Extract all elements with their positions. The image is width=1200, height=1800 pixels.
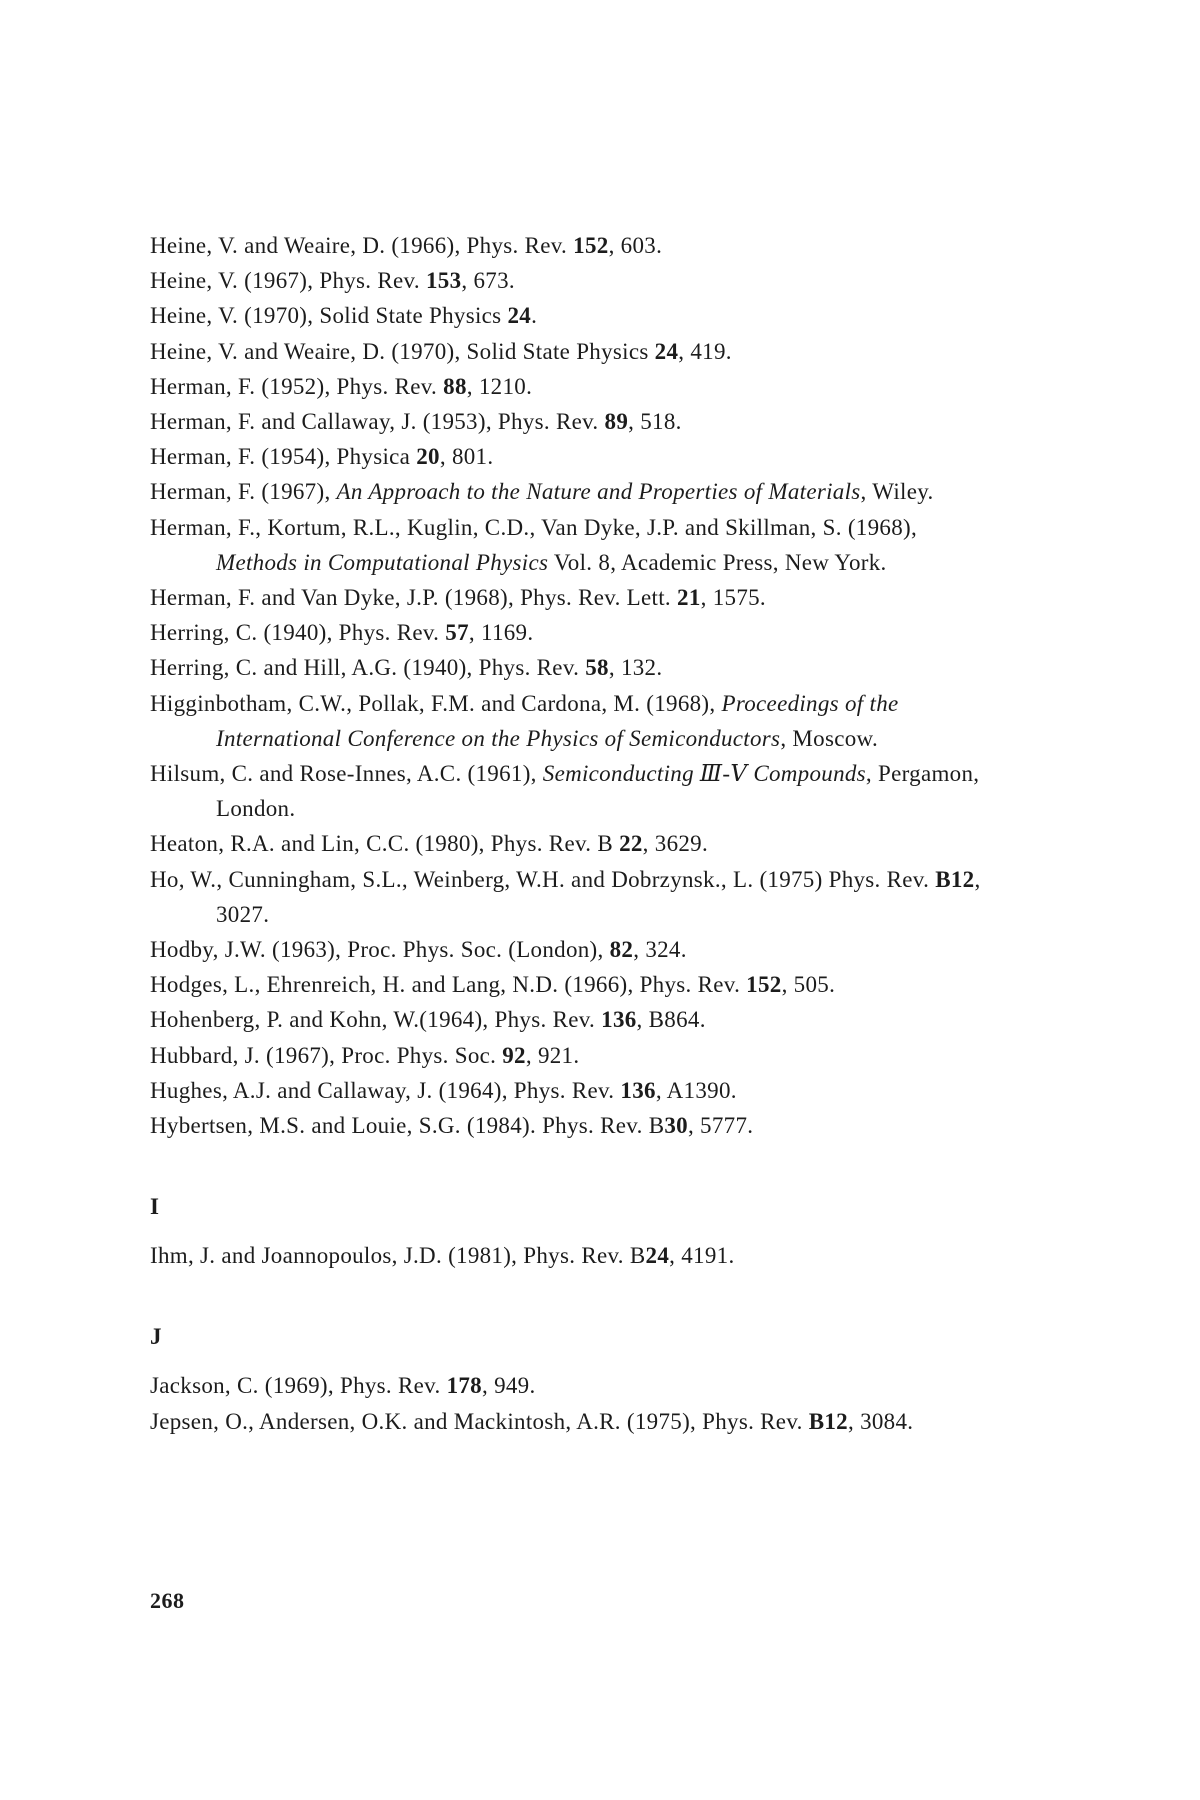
reference-text: , Wiley. <box>860 479 934 505</box>
reference-text: Hohenberg, P. and Kohn, W.(1964), Phys. Rev. <box>150 1007 602 1033</box>
volume-number: 136 <box>601 1007 637 1033</box>
reference-text: Herman, F. and Callaway, J. (1953), Phys. Rev. <box>150 409 605 435</box>
reference-entry <box>150 756 1000 826</box>
reference-text: , 673. <box>461 268 515 294</box>
reference-text: Hodby, J.W. (1963), Proc. Phys. Soc. (London), <box>150 937 610 963</box>
volume-number: 153 <box>425 268 462 294</box>
reference-text: . <box>531 303 538 329</box>
reference-text: Ho, W., Cunningham, S.L., Weinberg, W.H. and Dobrzynsk., L. (1975) Phys. Rev. <box>150 866 936 892</box>
reference-text: , 801. <box>439 444 494 470</box>
reference-entry <box>150 862 1000 932</box>
reference-entry <box>150 967 1000 1002</box>
volume-number: 22 <box>619 831 643 857</box>
reference-text: Hodges, L., Ehrenreich, H. and Lang, N.D. (1966), Phys. Rev. <box>150 972 747 998</box>
volume-number: 20 <box>416 444 440 470</box>
reference-group-j <box>150 1368 1000 1438</box>
reference-text: , 603. <box>608 233 663 258</box>
reference-text: Hybertsen, M.S. and Louie, S.G. (1984). Phys. Rev. B <box>150 1113 665 1139</box>
reference-entry <box>150 1073 1000 1108</box>
book-title: An Approach to the Nature and Properties of Materials <box>336 479 861 505</box>
reference-entry <box>150 510 1000 580</box>
reference-list <box>150 228 1000 1439</box>
book-title: Semiconducting Ⅲ-Ⅴ Compounds <box>542 761 866 787</box>
volume-number: 58 <box>585 655 609 681</box>
reference-text: , 5777. <box>687 1113 754 1139</box>
section-letter-j: J <box>150 1324 162 1350</box>
reference-entry <box>150 826 1000 861</box>
reference-entry <box>150 298 1000 333</box>
reference-text: Heine, V. and Weaire, D. (1970), Solid State Physics <box>150 338 655 364</box>
reference-text: , 518. <box>628 409 682 435</box>
reference-entry <box>150 1038 1000 1073</box>
reference-entry <box>150 439 1000 474</box>
volume-number: 89 <box>604 409 629 435</box>
reference-entry <box>150 404 1000 439</box>
book-title: Proceedings of the International Conference on the Physics of Semiconductors <box>216 690 899 751</box>
volume-number: 30 <box>664 1113 688 1139</box>
reference-entry <box>150 228 1000 263</box>
reference-entry <box>150 650 1000 685</box>
section-letter-i: I <box>150 1194 159 1220</box>
reference-text: , 419. <box>678 338 732 364</box>
reference-entry <box>150 334 1000 369</box>
reference-text: , 324. <box>633 937 687 963</box>
reference-text: , 3084. <box>847 1408 914 1434</box>
reference-text: Herman, F. (1967), <box>150 479 337 505</box>
reference-text: , 1575. <box>700 585 766 611</box>
reference-text: , B864. <box>636 1007 706 1033</box>
reference-text: Heine, V. (1970), Solid State Physics <box>150 303 508 329</box>
section-spacer <box>150 1224 1000 1238</box>
reference-text: , 505. <box>781 972 836 998</box>
reference-text: Vol. 8, Academic Press, New York. <box>548 549 887 575</box>
page-number: 268 <box>150 1588 185 1613</box>
reference-entry <box>150 1404 1000 1439</box>
reference-text: , 132. <box>608 655 663 681</box>
reference-group-h <box>150 228 1000 1143</box>
volume-number: 24 <box>645 1243 670 1269</box>
reference-text: , 1169. <box>468 620 534 646</box>
reference-entry <box>150 369 1000 404</box>
reference-entry <box>150 1002 1000 1037</box>
reference-text: Herring, C. and Hill, A.G. (1940), Phys. Rev. <box>150 655 586 681</box>
reference-entry <box>150 1108 1000 1143</box>
reference-group-i <box>150 1238 1000 1273</box>
volume-number: 152 <box>573 233 609 258</box>
reference-text: Higginbotham, C.W., Pollak, F.M. and Cardona, M. (1968), <box>150 690 722 716</box>
reference-text: Herman, F. (1954), Physica <box>150 444 417 470</box>
reference-text: Herring, C. (1940), Phys. Rev. <box>150 620 446 646</box>
reference-text: Hughes, A.J. and Callaway, J. (1964), Phys. Rev. <box>150 1077 621 1103</box>
reference-entry <box>150 615 1000 650</box>
reference-entry <box>150 474 1000 509</box>
volume-number: 82 <box>609 937 634 963</box>
volume-number: B12 <box>935 866 975 892</box>
reference-text: Heine, V. (1967), Phys. Rev. <box>150 268 426 294</box>
reference-text: Ihm, J. and Joannopoulos, J.D. (1981), Phys. Rev. B <box>150 1243 646 1269</box>
reference-text: , 949. <box>481 1373 536 1399</box>
reference-text: Hubbard, J. (1967), Proc. Phys. Soc. <box>150 1042 503 1068</box>
volume-number: 178 <box>446 1373 482 1399</box>
reference-text: Heine, V. and Weaire, D. (1966), Phys. Rev. <box>150 233 574 258</box>
reference-entry <box>150 580 1000 615</box>
reference-entry <box>150 1368 1000 1403</box>
book-title: Methods in Computational Physics <box>216 549 549 575</box>
section-spacer <box>150 1143 1000 1189</box>
reference-text: Herman, F. and Van Dyke, J.P. (1968), Phys. Rev. Lett. <box>150 585 678 611</box>
volume-number: 88 <box>443 373 467 399</box>
reference-text: Heaton, R.A. and Lin, C.C. (1980), Phys. Rev. B <box>150 831 620 857</box>
reference-text: , 4191. <box>669 1243 735 1269</box>
reference-text: , 3629. <box>642 831 709 857</box>
reference-text: , 921. <box>525 1042 580 1068</box>
volume-number: 24 <box>507 303 532 329</box>
section-spacer <box>150 1354 1000 1368</box>
reference-text: Jepsen, O., Andersen, O.K. and Mackintosh, A.R. (1975), Phys. Rev. <box>150 1408 809 1434</box>
reference-text: , 3027. <box>216 866 981 927</box>
reference-text: , Moscow. <box>780 725 878 751</box>
reference-entry <box>150 263 1000 298</box>
reference-text: Herman, F. (1952), Phys. Rev. <box>150 373 444 399</box>
volume-number: 92 <box>502 1042 526 1068</box>
volume-number: 21 <box>677 585 701 611</box>
volume-number: 152 <box>746 972 782 998</box>
reference-entry <box>150 1238 1000 1273</box>
reference-text: , 1210. <box>466 373 533 399</box>
reference-entry <box>150 932 1000 967</box>
reference-text: , A1390. <box>655 1077 737 1103</box>
reference-entry <box>150 686 1000 756</box>
volume-number: 136 <box>620 1077 656 1103</box>
reference-text: Jackson, C. (1969), Phys. Rev. <box>150 1373 447 1399</box>
section-spacer <box>150 1273 1000 1319</box>
reference-text: Herman, F., Kortum, R.L., Kuglin, C.D., Van Dyke, J.P. and Skillman, S. (1968), <box>150 514 917 540</box>
reference-text: Hilsum, C. and Rose-Innes, A.C. (1961), <box>150 761 543 787</box>
volume-number: 24 <box>654 338 679 364</box>
volume-number: B12 <box>808 1408 848 1434</box>
reference-text: , Pergamon, London. <box>216 761 980 822</box>
volume-number: 57 <box>445 620 469 646</box>
